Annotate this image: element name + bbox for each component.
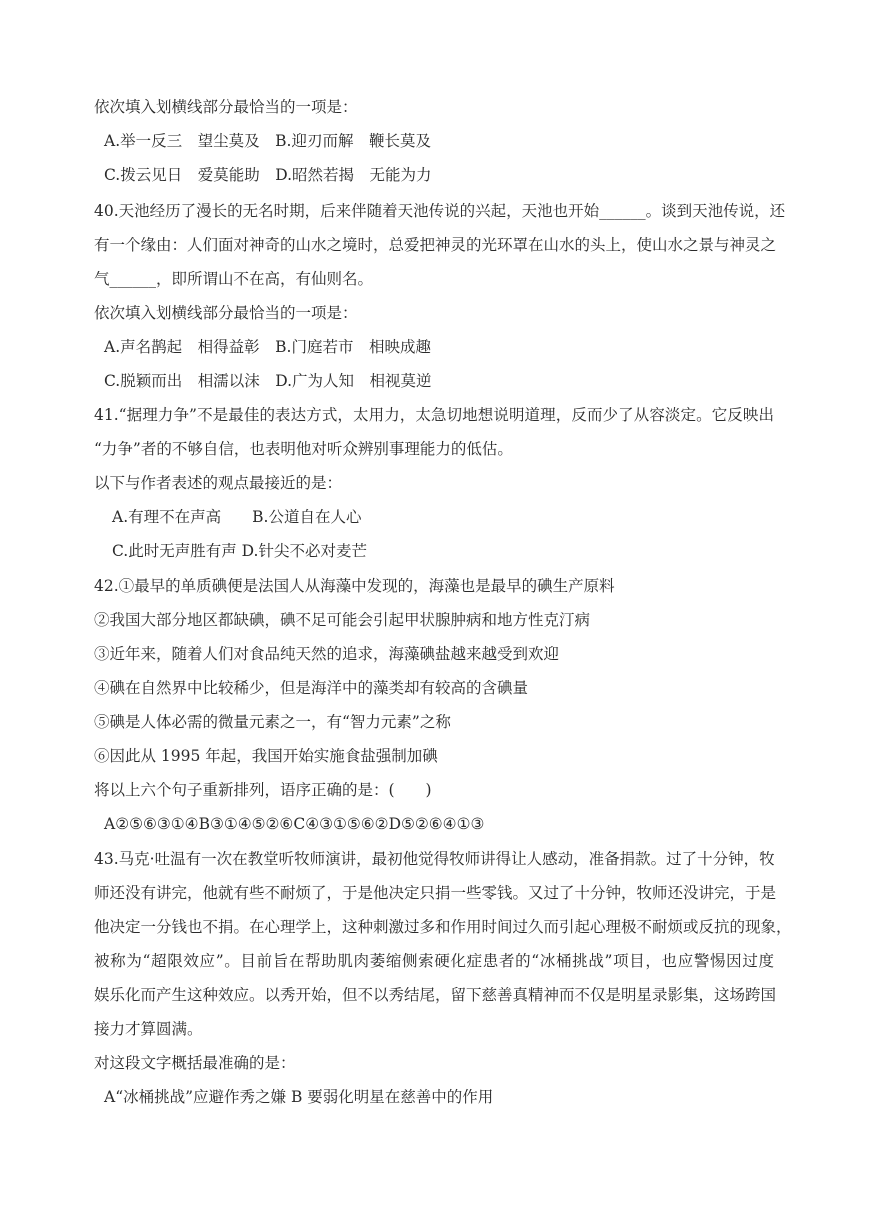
question-41-line-1: 41.“据理力争”不是最佳的表达方式，太用力，太急切地想说明道理，反而少了从容淡定。它反映出 — [94, 406, 774, 424]
question-43-options: A“冰桶挑战”应避作秀之嫌 B 要弱化明星在慈善中的作用 — [104, 1088, 494, 1106]
question-40-line-3: 气______，即所谓山不在高，有仙则名。 — [94, 270, 374, 288]
question-42-prompt: 将以上六个句子重新排列，语序正确的是：( ) — [94, 781, 432, 799]
question-43-line-6: 接力才算圆满。 — [94, 1020, 203, 1038]
options-cd: C.脱颖而出 相濡以沫 D.广为人知 相视莫逆 — [104, 372, 432, 390]
question-43-line-4: 被称为“超限效应”。目前旨在帮助肌肉萎缩侧索硬化症患者的“冰桶挑战”项目，也应警惕因过度 — [94, 952, 774, 970]
options-ab: A.举一反三 望尘莫及 B.迎刃而解 鞭长莫及 — [104, 132, 431, 150]
instruction-line: 依次填入划横线部分最恰当的一项是： — [94, 98, 358, 116]
options-ab: A.声名鹊起 相得益彰 B.门庭若市 相映成趣 — [104, 338, 431, 356]
question-43-line-2: 师还没有讲完，他就有些不耐烦了，于是他决定只捐一些零钱。又过了十分钟，牧师还没讲完，于是 — [94, 884, 777, 902]
question-42-sentence-6: ⑥因此从 1995 年起，我国开始实施食盐强制加碘 — [94, 747, 438, 765]
instruction-line: 对这段文字概括最准确的是： — [94, 1054, 296, 1072]
question-42-sentence-3: ③近年来，随着人们对食品纯天然的追求，海藻碘盐越来越受到欢迎 — [94, 645, 560, 663]
question-43-line-5: 娱乐化而产生这种效应。以秀开始，但不以秀结尾，留下慈善真精神而不仅是明星录影集，这场跨国 — [94, 986, 777, 1004]
options-ab: A.有理不在声高 B.公道自在人心 — [112, 508, 362, 526]
question-40-line-1: 40.天池经历了漫长的无名时期，后来伴随着天池传说的兴起，天池也开始______。谈到天池传说，还 — [94, 202, 786, 220]
question-42-sentence-1: 42.①最早的单质碘便是法国人从海藻中发现的，海藻也是最早的碘生产原料 — [94, 577, 615, 595]
question-41-line-2: “力争”者的不够自信，也表明他对听众辨别事理能力的低估。 — [94, 440, 513, 458]
question-42-sentence-5: ⑤碘是人体必需的微量元素之一，有“智力元素”之称 — [94, 713, 451, 731]
instruction-line: 以下与作者表述的观点最接近的是： — [94, 474, 343, 492]
options-cd: C.此时无声胜有声 D.针尖不必对麦芒 — [112, 542, 367, 560]
question-40-line-2: 有一个缘由：人们面对神奇的山水之境时，总爱把神灵的光环罩在山水的头上，使山水之景与神灵之 — [94, 236, 777, 254]
question-42-options: A②⑤⑥③①④B③①④⑤②⑥C④③①⑤⑥②D⑤②⑥④①③ — [104, 815, 485, 833]
question-42-sentence-4: ④碘在自然界中比较稀少，但是海洋中的藻类却有较高的含碘量 — [94, 679, 529, 697]
question-43-line-3: 他决定一分钱也不捐。在心理学上，这种刺激过多和作用时间过久而引起心理极不耐烦或反抗的现象， — [94, 918, 792, 936]
instruction-line: 依次填入划横线部分最恰当的一项是： — [94, 304, 358, 322]
options-cd: C.拨云见日 爱莫能助 D.昭然若揭 无能为力 — [104, 166, 432, 184]
question-42-sentence-2: ②我国大部分地区都缺碘，碘不足可能会引起甲状腺肿病和地方性克汀病 — [94, 611, 591, 629]
question-43-line-1: 43.马克·吐温有一次在教堂听牧师演讲，最初他觉得牧师讲得让人感动，准备捐款。过了十分钟，牧 — [94, 850, 775, 868]
